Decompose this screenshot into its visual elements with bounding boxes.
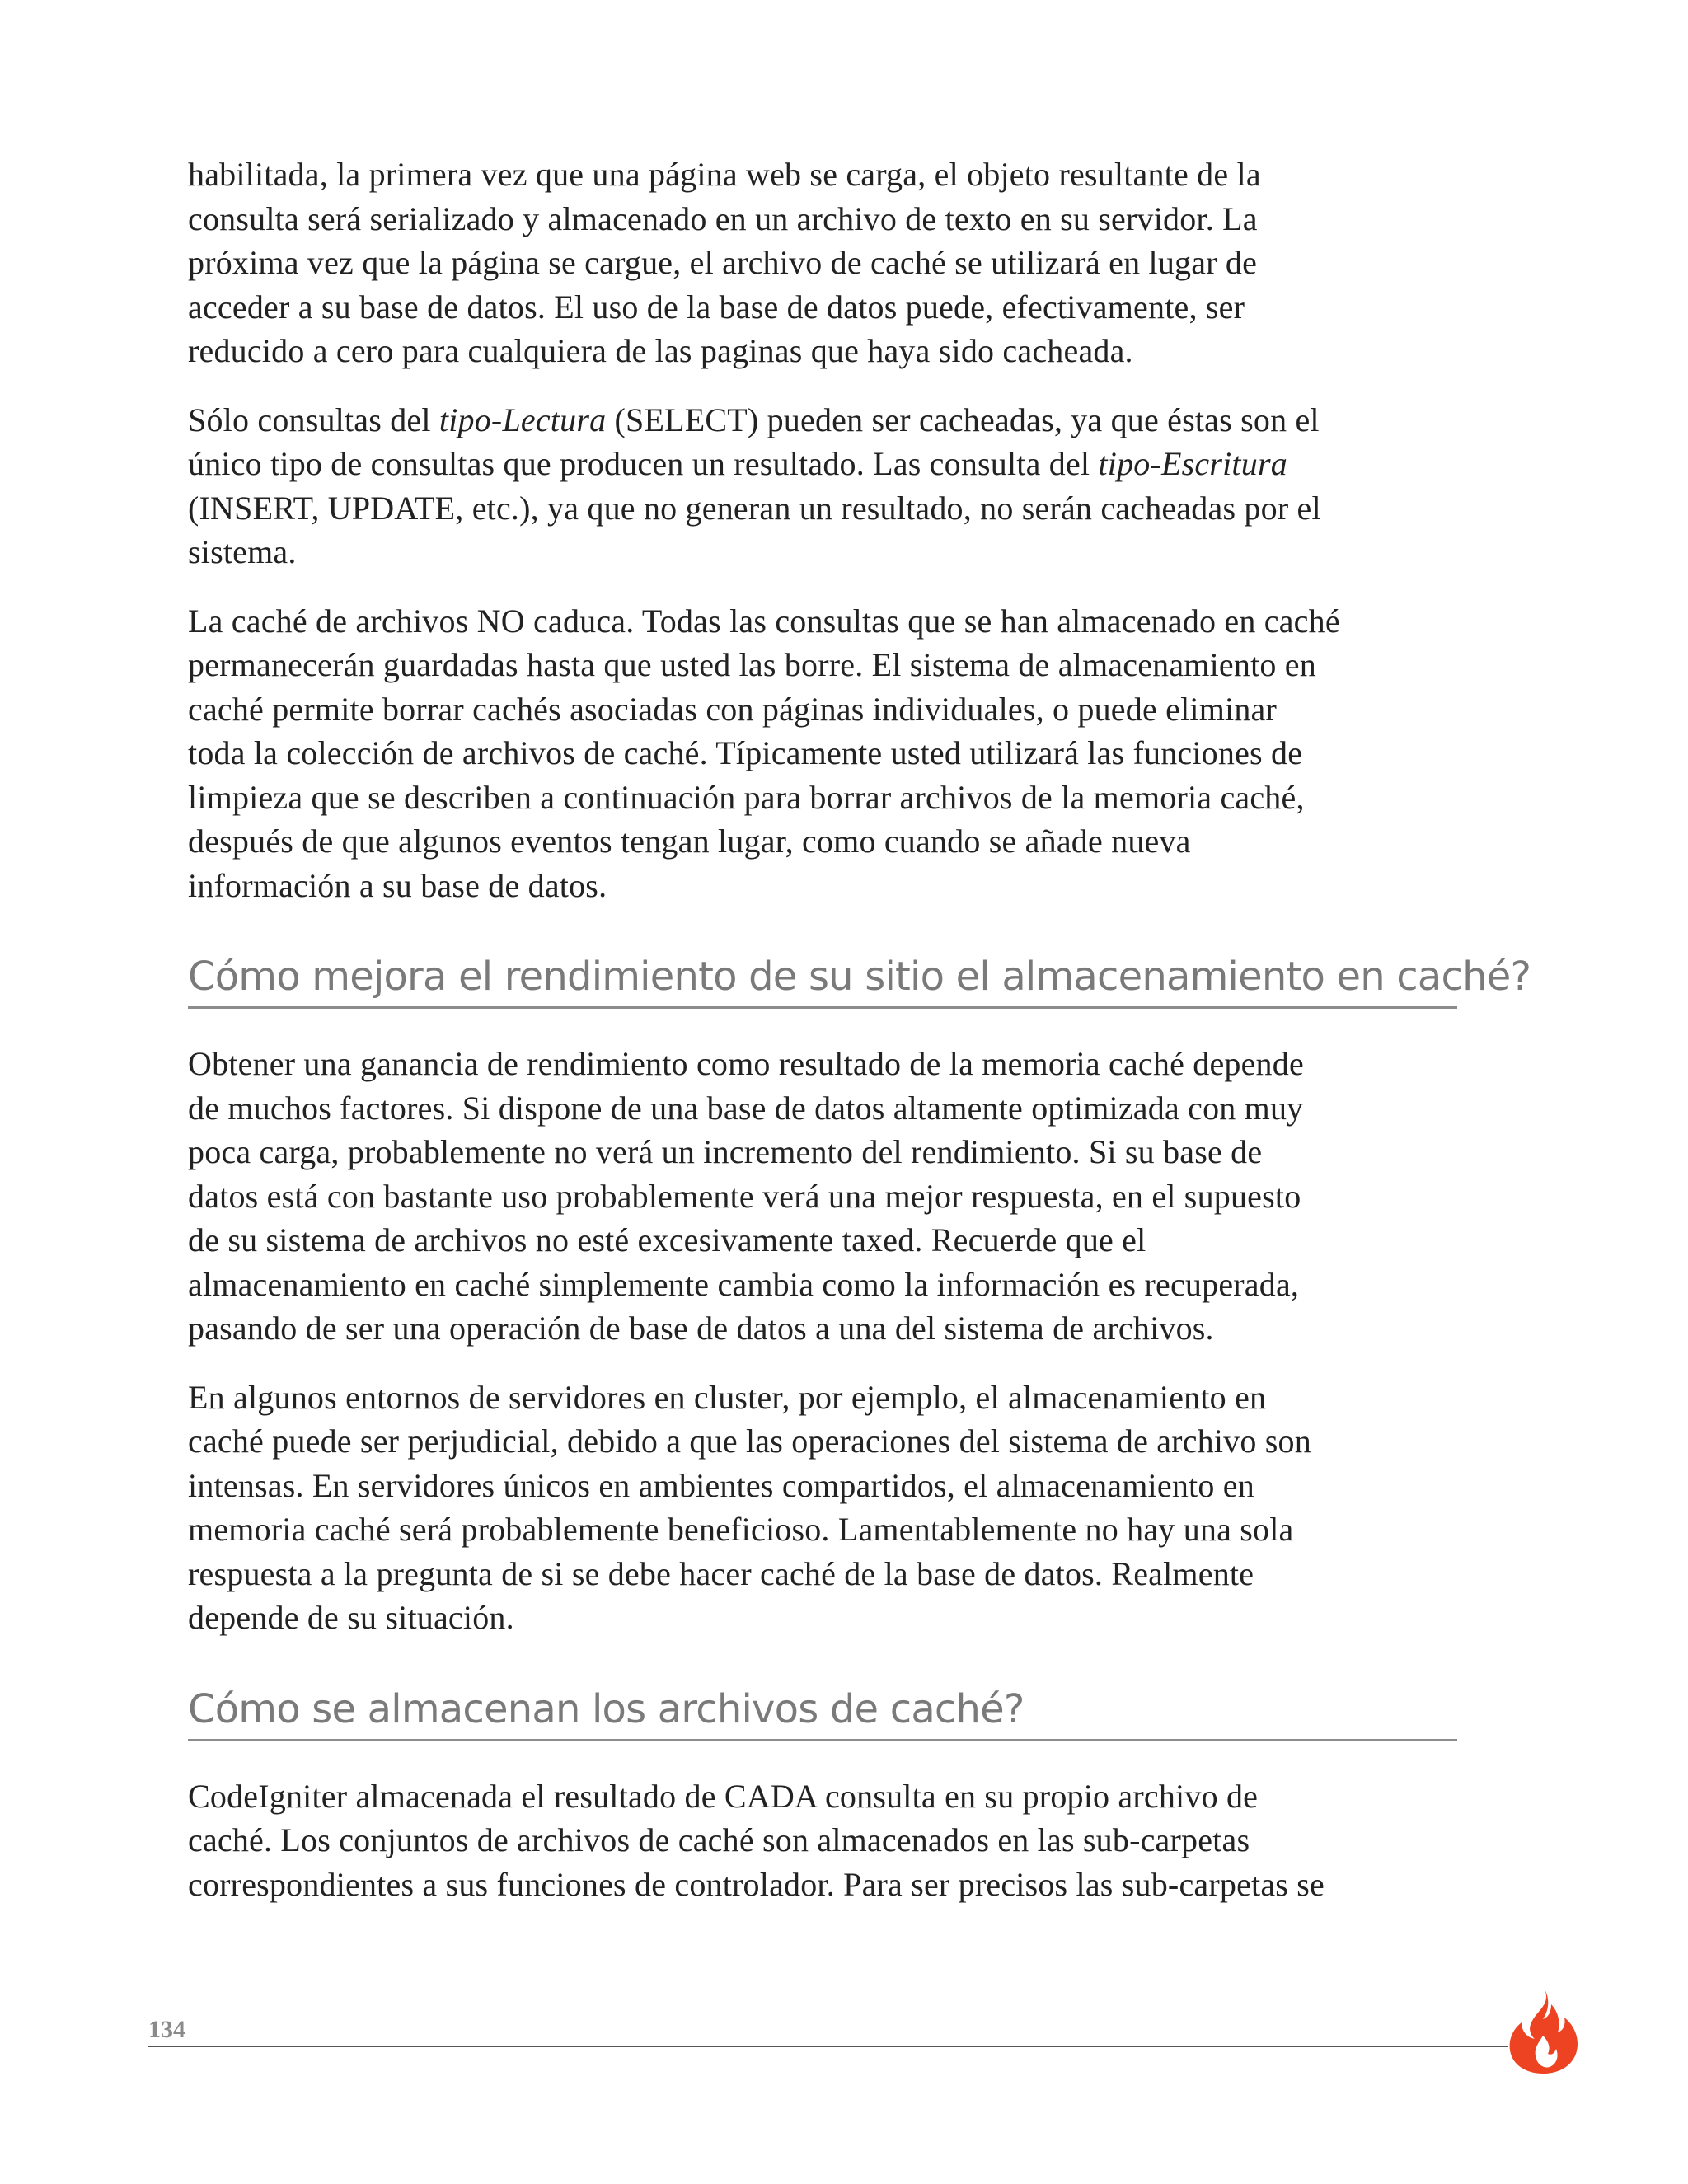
text-fragment: único tipo de consultas que producen un resultado. Las consulta del <box>188 445 1099 482</box>
section-heading-cache-storage: Cómo se almacenan los archivos de caché? <box>188 1683 1457 1741</box>
text-line: caché. Los conjuntos de archivos de caché son almacenados en las sub-carpetas <box>188 1821 1250 1858</box>
text-line: consulta será serializado y almacenado en un archivo de texto en su servidor. La <box>188 199 1258 237</box>
text-line: de su sistema de archivos no esté excesivamente taxed. Recuerde que el <box>188 1221 1146 1258</box>
text-line: (INSERT, UPDATE, etc.), ya que no generan un resultado, no serán cacheadas por el <box>188 489 1321 527</box>
text-line <box>188 442 1457 486</box>
text-line: datos está con bastante uso probablemente verá una mejor respuesta, en el supuesto <box>188 1177 1301 1215</box>
text-line: almacenamiento en caché simplemente cambia como la información es recuperada, <box>188 1265 1300 1303</box>
text-line: después de que algunos eventos tengan lugar, como cuando se añade nueva <box>188 823 1191 860</box>
section-heading-performance: Cómo mejora el rendimiento de su sitio el almacenamiento en caché? <box>188 950 1457 1009</box>
footer-rule <box>148 2046 1508 2047</box>
paragraph-cluster-servers <box>188 1376 1457 1640</box>
text-line: habilitada, la primera vez que una página web se carga, el objeto resultante de la <box>188 156 1261 193</box>
text-line: CodeIgniter almacenada el resultado de CADA consulta en su propio archivo de <box>188 1777 1259 1815</box>
text-line: En algunos entornos de servidores en cluster, por ejemplo, el almacenamiento en <box>188 1378 1267 1416</box>
text-line: pasando de ser una operación de base de datos a una del sistema de archivos. <box>188 1310 1214 1347</box>
text-line: Obtener una ganancia de rendimiento como resultado de la memoria caché depende <box>188 1045 1304 1082</box>
text-line: memoria caché será probablemente beneficioso. Lamentablemente no hay una sola <box>188 1511 1294 1548</box>
text-line: toda la colección de archivos de caché. Típicamente usted utilizará las funciones de <box>188 734 1303 771</box>
emphasis-tipo-escritura: tipo-Escritura <box>1098 445 1287 482</box>
paragraph-cache-expiry <box>188 599 1457 908</box>
text-line: correspondientes a sus funciones de controlador. Para ser precisos las sub-carpetas se <box>188 1865 1325 1903</box>
text-line: de muchos factores. Si dispone de una base de datos altamente optimizada con muy <box>188 1089 1304 1127</box>
text-line <box>188 398 1457 443</box>
paragraph-performance <box>188 1042 1457 1351</box>
text-line: acceder a su base de datos. El uso de la base de datos puede, efectivamente, ser <box>188 288 1245 326</box>
emphasis-tipo-lectura: tipo-Lectura <box>438 401 607 438</box>
paragraph-read-queries <box>188 398 1457 574</box>
codeigniter-flame-icon <box>1502 1986 1584 2077</box>
text-line: intensas. En servidores únicos en ambientes compartidos, el almacenamiento en <box>188 1466 1254 1504</box>
text-fragment: Sólo consultas del <box>188 401 439 438</box>
page-content <box>188 152 1531 1931</box>
text-line: caché puede ser perjudicial, debido a que las operaciones del sistema de archivo son <box>188 1422 1311 1460</box>
text-line: información a su base de datos. <box>188 866 607 904</box>
text-line: caché permite borrar cachés asociadas con páginas individuales, o puede eliminar <box>188 690 1277 728</box>
text-line: depende de su situación. <box>188 1599 514 1636</box>
text-line: respuesta a la pregunta de si se debe hacer caché de la base de datos. Realmente <box>188 1554 1254 1592</box>
page-number: 134 <box>148 2016 185 2043</box>
text-line: reducido a cero para cualquiera de las paginas que haya sido cacheada. <box>188 332 1133 369</box>
text-line: sistema. <box>188 533 297 570</box>
text-line: permanecerán guardadas hasta que usted las borre. El sistema de almacenamiento en <box>188 646 1316 683</box>
paragraph-cache-intro <box>188 152 1457 373</box>
text-line: próxima vez que la página se cargue, el archivo de caché se utilizará en lugar de <box>188 244 1258 281</box>
text-fragment: (SELECT) pueden ser cacheadas, ya que éstas son el <box>606 401 1320 438</box>
paragraph-cache-storage <box>188 1774 1457 1907</box>
text-line: poca carga, probablemente no verá un incremento del rendimiento. Si su base de <box>188 1133 1263 1170</box>
text-line: La caché de archivos NO caduca. Todas las consultas que se han almacenado en caché <box>188 602 1340 640</box>
text-line: limpieza que se describen a continuación para borrar archivos de la memoria caché, <box>188 778 1305 816</box>
